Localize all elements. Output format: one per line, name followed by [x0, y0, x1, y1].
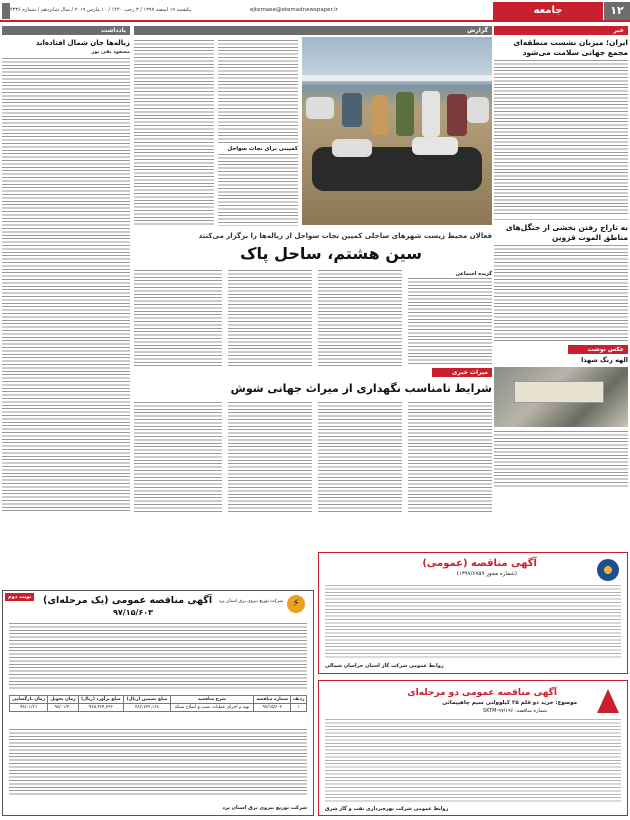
- second-story-col4: [134, 402, 222, 514]
- table-header: مبلغ تضمین (ریال): [124, 696, 171, 704]
- ad3-title: آگهی مناقصه عمومی (یک مرحله‌ای): [43, 595, 213, 606]
- right-column: [494, 26, 628, 516]
- subhead-campaign: کمپینی برای نجات سواحل: [227, 146, 298, 152]
- right-column-label: خبر: [494, 26, 628, 35]
- opinion-title: زباله‌ها جان شمال افتاده‌اند: [35, 39, 130, 47]
- newspaper-logo: [2, 3, 10, 19]
- opinion-author: مسعود نقی پور: [91, 49, 130, 55]
- second-story: [134, 368, 492, 518]
- top-story-col5: [228, 270, 312, 366]
- top-story-col1: [134, 40, 214, 226]
- table-header: شماره مناقصه: [254, 696, 291, 704]
- table-cell: ۹۸/۰۱/۲۰: [48, 704, 78, 712]
- ad1-title: آگهی مناقصه (عمومی): [422, 558, 537, 569]
- top-story-col2b: [218, 154, 298, 226]
- ad3-table: [9, 695, 307, 712]
- table-cell: تهیه و اجرای عملیات نصب و اصلاح شبکه: [170, 704, 253, 712]
- table-cell: ۹۶۵,۴۶۴,۳۳۶: [78, 704, 123, 712]
- table-header: ردیف: [291, 696, 307, 704]
- page-number-box: [604, 2, 630, 20]
- gas-company-logo: [597, 559, 619, 581]
- dateline: یکشنبه ۱۹ اسفند ۱۳۹۷ / ۳ رجب ۱۴۴۰ / ۱۰ مارس ۲۰۱۹ / سال شانزدهم / شماره ۴۳۳۶: [10, 7, 191, 13]
- table-cell: ۴۸۲,۷۳۲,۱۶۸: [124, 704, 171, 712]
- second-story-label: میراث خبری: [432, 368, 492, 377]
- top-story-kicker: فعالان محیط زیست شهرهای ساحلی کمپین نجات سواحل از زباله‌ها را برگزار می‌کنند: [198, 232, 492, 240]
- opinion-body: [2, 58, 130, 513]
- page-number: ۱۲: [610, 4, 624, 17]
- email: ejtemaee@etemadnewspaper.ir: [250, 7, 338, 13]
- ad1-footer: روابط عمومی شرکت گاز استان خراسان شمالی: [325, 663, 444, 669]
- ad2-number: شماره مناقصه: SKTM-۹۷/۱۹۶: [483, 708, 547, 714]
- left-column-label: یادداشت: [2, 26, 130, 35]
- ad3-number: ۹۷/۱۵/۶۰۳: [113, 608, 154, 617]
- top-story-col3: [408, 278, 492, 366]
- table-header: مبلغ برآورد (ریال): [78, 696, 123, 704]
- story2-body: [494, 245, 628, 341]
- story3-photo: [494, 367, 628, 427]
- tender-ad-oil: [318, 680, 628, 816]
- ad3-body: [9, 623, 307, 689]
- story2-title: به تاراج رفتن بخشی از جنگل‌های مناطق الموت قزوین: [505, 223, 628, 242]
- top-story-col2: [218, 40, 298, 144]
- second-story-col3: [228, 402, 312, 514]
- story3-caption: الهه رنگ شهدا: [581, 356, 628, 364]
- top-story-headline: سین هشتم، ساحل پاک: [240, 244, 422, 263]
- top-story-col6: [134, 270, 222, 366]
- table-cell: ۱: [291, 704, 307, 712]
- ad3-footer: شرکت توزیع نیروی برق استان یزد: [222, 805, 307, 811]
- story3-body: [494, 431, 628, 487]
- story1-body: [494, 60, 628, 216]
- electric-company-logo: ⚡: [287, 595, 305, 613]
- top-story: [134, 26, 492, 366]
- subhead-social: گزیده اجتماعی: [455, 271, 492, 277]
- beach-cleanup-photo: [302, 37, 492, 225]
- story3-label: عکس نوشت: [568, 345, 628, 354]
- section-title: جامعه: [533, 5, 563, 16]
- table-header: زمان بازگشایی: [10, 696, 48, 704]
- top-story-col4: [318, 270, 402, 366]
- oil-company-logo: [597, 689, 619, 713]
- ad3-terms: [9, 729, 307, 795]
- ad2-subtitle: موضوع: خرید دو قلم ۲۵ کیلوولتی سیم چاهپیمائی: [442, 700, 577, 706]
- table-header: زمان تحویل: [48, 696, 78, 704]
- section-box: [493, 2, 603, 20]
- ad2-title: آگهی مناقصه عمومی دو مرحله‌ای: [407, 688, 557, 698]
- left-column: [2, 26, 130, 516]
- table-header: شرح مناقصه: [170, 696, 253, 704]
- second-story-col2: [318, 402, 402, 514]
- masthead: [0, 0, 630, 22]
- ad1-body: [325, 585, 621, 659]
- table-cell: ۹۸/۰۱/۲۱: [10, 704, 48, 712]
- top-story-label: گزارش: [134, 26, 492, 35]
- second-story-col1: [408, 402, 492, 514]
- table-row: [10, 704, 307, 712]
- ad3-company: شرکت توزیع نیروی برق استان یزد: [218, 599, 283, 604]
- ad3-notice: نوبت دوم: [5, 593, 34, 601]
- ad1-number: (شماره مجوز ۱۳۹۷/۶۷۵۹): [456, 571, 517, 577]
- tender-ad-electric: [2, 590, 314, 816]
- tender-ad-gas: [318, 552, 628, 674]
- table-cell: ۹۷/۱۵/۶۰۳: [254, 704, 291, 712]
- ad2-body: [325, 719, 621, 803]
- second-story-headline: شرایط نامناسب نگهداری از میراث جهانی شوش: [230, 382, 492, 395]
- story1-title: ایران؛ میزبان نشست منطقه‌ای مجمع جهانی سلامت می‌شود: [513, 38, 628, 57]
- ad3-table-header-row: [10, 696, 307, 704]
- ad2-footer: روابط عمومی شرکت بهره‌برداری نفت و گاز شرق: [325, 806, 449, 812]
